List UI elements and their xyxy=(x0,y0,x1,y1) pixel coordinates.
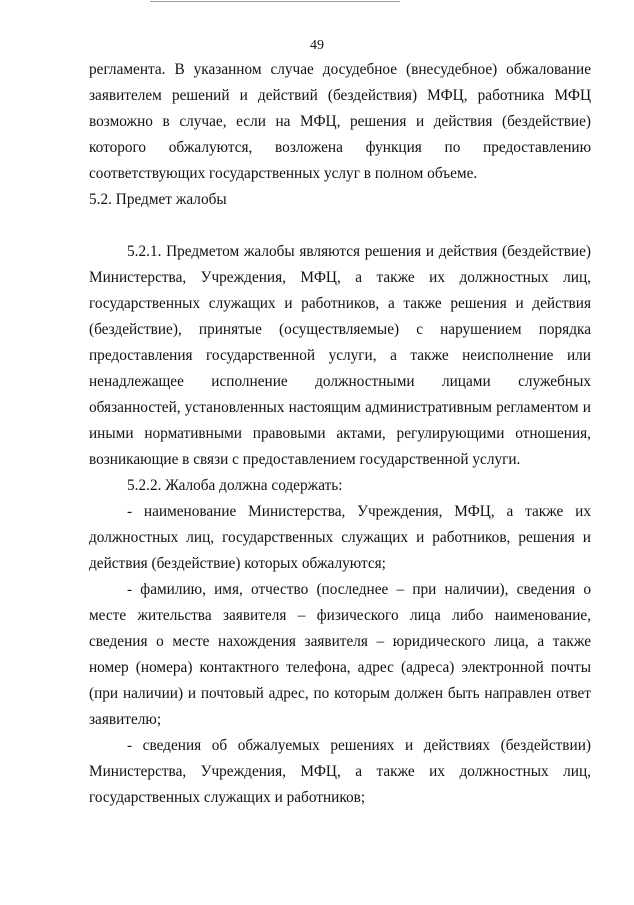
paragraph-5-2-1: 5.2.1. Предметом жалобы являются решения и действия (бездействие) Министерства, Учреждения, МФЦ, а также их должностных лиц, государственных служащих и работников, а также решения и действия (бездействие), принятые (осуществляемые) с нарушением порядка предоставления государственной услуги, а также неисполнение или ненадлежащее исполнение должностными лицами служебных обязанностей, установленных настоящим административным регламентом и иными нормативными правовыми актами, регулирующими отношения, возникающие в связи с предоставлением государственной услуги. xyxy=(89,243,591,468)
scan-edge-line xyxy=(150,1,400,2)
list-item-name: - наименование Министерства, Учреждения, МФЦ, а также их должностных лиц, государственных служащих и работников, решения и действия (бездействие) которых обжалуются; xyxy=(89,503,591,572)
page-number: 49 xyxy=(310,38,324,53)
paragraph-5-2-2: 5.2.2. Жалоба должна содержать: xyxy=(127,477,343,494)
document-body xyxy=(89,57,591,811)
paragraph-continuation: регламента. В указанном случае досудебное (внесудебное) обжалование заявителем решений и действий (бездействия) МФЦ, работника МФЦ возможно в случае, если на МФЦ, решения и действия (бездействие) которого обжалуются, возложена функция по предоставлению соответствующих государственных услуг в полном объеме. xyxy=(89,61,591,182)
list-item-appealed-decisions: - сведения об обжалуемых решениях и действиях (бездействии) Министерства, Учреждения, МФЦ, а также их должностных лиц, государственных служащих и работников; xyxy=(89,737,591,806)
section-heading: 5.2. Предмет жалобы xyxy=(89,191,227,208)
list-item-applicant-details: - фамилию, имя, отчество (последнее – при наличии), сведения о месте жительства заявителя – физического лица либо наименование, сведения о месте нахождения заявителя – юридического лица, а также номер (номера) контактного телефона, адрес (адреса) электронной почты (при наличии) и почтовый адрес, по которым должен быть направлен ответ заявителю; xyxy=(89,581,591,728)
